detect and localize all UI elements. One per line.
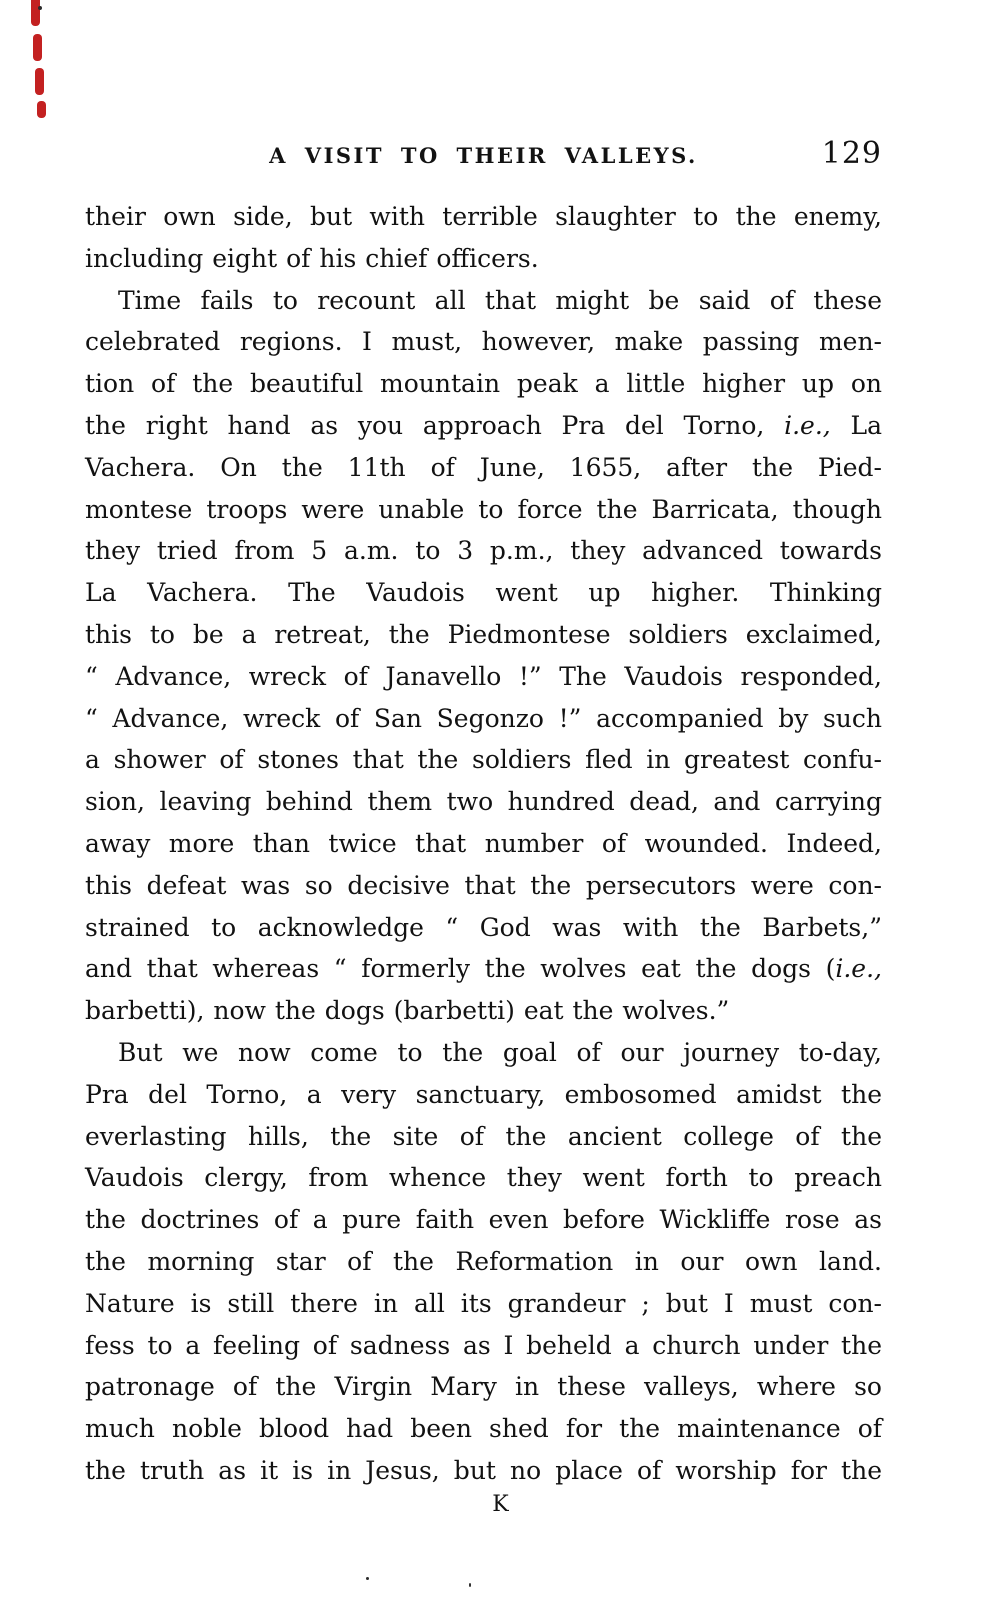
text-line: Pra del Torno, a very sanctuary, embosomed amidst the	[85, 1079, 882, 1109]
running-head	[85, 136, 882, 173]
text-line: “ Advance, wreck of Janavello !” The Vaudois responded,	[85, 661, 882, 691]
text-line: “ Advance, wreck of San Segonzo !” accompanied by such	[85, 703, 882, 733]
scan-speck	[38, 6, 42, 10]
text-line: montese troops were unable to force the Barricata, though	[85, 494, 882, 524]
text-line: the truth as it is in Jesus, but no place of worship for the	[85, 1455, 882, 1485]
text-line: a shower of stones that the soldiers fled in greatest confu-	[85, 745, 882, 775]
text-line: But we now come to the goal of our journey to-day,	[118, 1037, 882, 1067]
text-line: La Vachera. The Vaudois went up higher. Thinking	[85, 578, 882, 608]
text-line: the doctrines of a pure faith even before Wickliffe rose as	[85, 1205, 882, 1235]
text-line: Vachera. On the 11th of June, 1655, after the Pied-	[85, 452, 882, 482]
text-line: their own side, but with terrible slaughter to the enemy,	[85, 202, 882, 231]
text-line: everlasting hills, the site of the ancient college of the	[85, 1121, 882, 1151]
text-line: strained to acknowledge “ God was with the Barbets,”	[85, 912, 882, 942]
text-line: and that whereas “ formerly the wolves eat the dogs (i.e.,	[85, 954, 882, 984]
text-block	[85, 196, 882, 1492]
red-margin-mark	[33, 34, 42, 61]
text-line: patronage of the Virgin Mary in these valleys, where so	[85, 1372, 882, 1402]
text-line: barbetti), now the dogs (barbetti) eat the wolves.”	[85, 996, 730, 1026]
red-margin-mark	[31, 0, 40, 26]
text-line: the morning star of the Reformation in our own land.	[85, 1246, 882, 1276]
text-line: this defeat was so decisive that the persecutors were con-	[85, 870, 882, 900]
text-line: this to be a retreat, the Piedmontese soldiers exclaimed,	[85, 619, 882, 649]
text-line: they tried from 5 a.m. to 3 p.m., they advanced towards	[85, 536, 882, 566]
text-line: Nature is still there in all its grandeur ; but I must con-	[85, 1288, 882, 1318]
text-line: including eight of his chief officers.	[85, 243, 539, 273]
text-line: tion of the beautiful mountain peak a little higher up on	[85, 369, 882, 399]
text-line: Vaudois clergy, from whence they went forth to preach	[85, 1163, 882, 1193]
scan-speck	[366, 1577, 369, 1580]
text-line: away more than twice that number of wounded. Indeed,	[85, 828, 882, 858]
text-line: sion, leaving behind them two hundred dead, and carrying	[85, 787, 882, 817]
text-line: much noble blood had been shed for the maintenance of	[85, 1414, 882, 1444]
signature-mark: K	[492, 1492, 510, 1517]
text-line: Time fails to recount all that might be said of these	[118, 285, 882, 315]
text-line: celebrated regions. I must, however, make passing men-	[85, 327, 882, 357]
text-line: the right hand as you approach Pra del Torno, i.e., La	[85, 410, 882, 440]
red-margin-mark	[37, 101, 46, 118]
signature-row	[0, 1492, 1002, 1517]
page-title: A VISIT TO THEIR VALLEYS.	[269, 143, 698, 168]
red-margin-mark	[35, 68, 44, 95]
text-line: fess to a feeling of sadness as I beheld a church under the	[85, 1330, 882, 1360]
page-number: 129	[821, 136, 882, 171]
scan-speck	[469, 1583, 471, 1587]
